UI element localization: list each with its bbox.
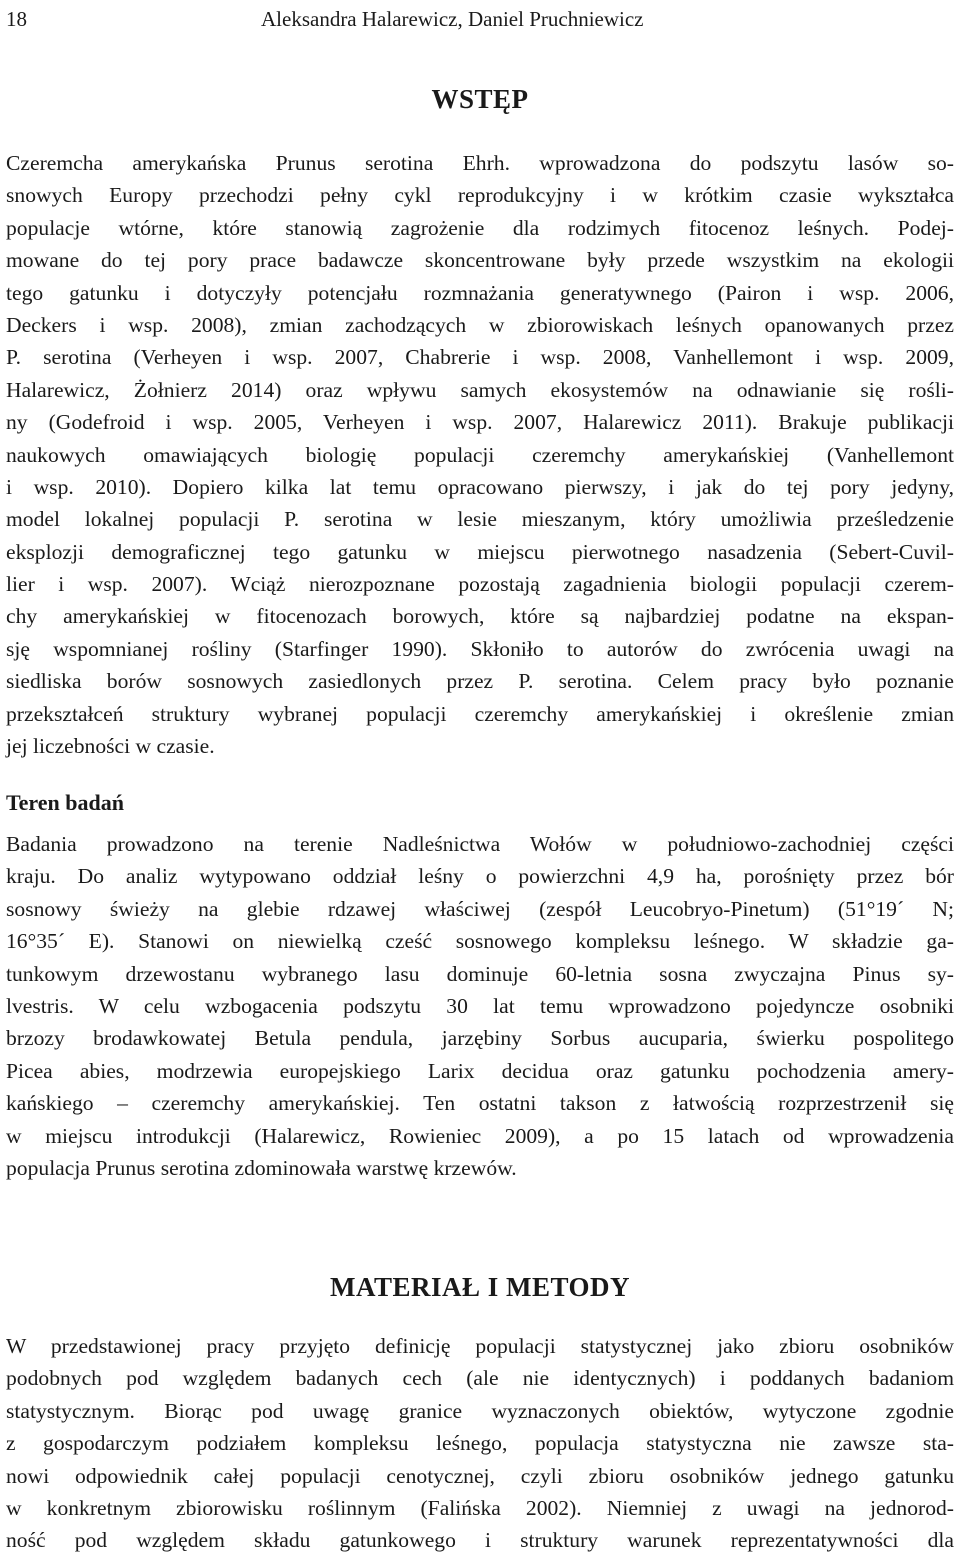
text-line: brzozy brodawkowatej Betula pendula, jarzębiny Sorbus aucuparia, świerku pospolitego <box>6 1026 954 1051</box>
text-line: naukowych omawiających biologię populacji czeremchy amerykańskiej (Vanhellemont <box>6 442 954 467</box>
running-header-authors: Aleksandra Halarewicz, Daniel Pruchniewicz <box>261 7 644 31</box>
text-line: populacja Prunus serotina zdominowała warstwę krzewów. <box>6 1155 517 1180</box>
text-line: 16°35´ E). Stanowi on niewielką cześć sosnowego kompleksu leśnego. W składzie ga- <box>6 929 954 954</box>
text-line: sję wspomnianej rośliny (Starfinger 1990). Skłoniło to autorów do zwrócenia uwagi na <box>6 636 954 661</box>
section-title-methods: MATERIAŁ I METODY <box>329 1272 631 1303</box>
text-line: P. serotina (Verheyen i wsp. 2007, Chabrerie i wsp. 2008, Vanhellemont i wsp. 2009, <box>6 345 954 370</box>
text-line: chy amerykańskiej w fitocenozach borowych, które są najbardziej podatne na ekspan- <box>6 604 954 629</box>
text-line: ność pod względem składu gatunkowego i struktury warunek reprezentatywności dla <box>6 1528 954 1553</box>
text-line: mowane do tej pory prace badawcze skoncentrowane były przede wszystkim na ekologii <box>6 248 954 273</box>
study-area-paragraph <box>6 828 954 1184</box>
text-line: podobnych pod względem badanych cech (ale nie identycznych) i poddanych badaniom <box>6 1366 954 1391</box>
section-title-intro: WSTĘP <box>431 84 529 115</box>
text-line: nowi odpowiednik całej populacji cenotycznej, czyli zbioru osobników jednego gatunku <box>6 1463 954 1488</box>
text-line: sosnowy świeży na glebie rdzawej właściwej (zespół Leucobryo-Pinetum) (51°19´ N; <box>6 896 954 921</box>
text-line: w miejscu introdukcji (Halarewicz, Rowieniec 2009), a po 15 latach od wprowadzenia <box>6 1123 954 1148</box>
text-line: i wsp. 2010). Dopiero kilka lat temu opracowano pierwszy, i jak do tej pory jedyny, <box>6 474 954 499</box>
running-header <box>6 4 954 34</box>
page-number: 18 <box>6 7 27 31</box>
intro-paragraph <box>6 147 954 762</box>
text-line: kańskiego – czeremchy amerykańskiej. Ten ostatni takson z łatwością rozprzestrzenił się <box>6 1091 954 1116</box>
text-line: populacje wtórne, które stanowią zagrożenie dla rodzimych fitocenoz leśnych. Podej- <box>6 215 954 240</box>
subheading-study-area: Teren badań <box>6 790 124 815</box>
text-line: przekształceń struktury wybranej populacji czeremchy amerykańskiej i określenie zmian <box>6 701 954 726</box>
text-line: kraju. Do analiz wytypowano oddział leśny o powierzchni 4,9 ha, porośnięty przez bór <box>6 864 954 889</box>
text-line: lier i wsp. 2007). Wciąż nierozpoznane pozostają zagadnienia biologii populacji czerem- <box>6 572 954 597</box>
text-line: lvestris. W celu wzbogacenia podszytu 30 lat temu wprowadzono pojedyncze osobniki <box>6 993 954 1018</box>
text-line: Picea abies, modrzewia europejskiego Larix decidua oraz gatunku pochodzenia amery- <box>6 1058 954 1083</box>
text-line: w konkretnym zbiorowisku roślinnym (Falińska 2002). Niemniej z uwagi na jednorod- <box>6 1495 954 1520</box>
text-line: siedliska borów sosnowych zasiedlonych przez P. serotina. Celem pracy było poznanie <box>6 669 954 694</box>
methods-paragraph <box>6 1330 954 1557</box>
text-line: tunkowym drzewostanu wybranego lasu dominuje 60-letnia sosna zwyczajna Pinus sy- <box>6 961 954 986</box>
text-line: Halarewicz, Żołnierz 2014) oraz wpływu samych ekosystemów na odnawianie się rośli- <box>6 377 954 402</box>
text-line: snowych Europy przechodzi pełny cykl reprodukcyjny i w krótkim czasie wykształca <box>6 183 954 208</box>
text-line: ny (Godefroid i wsp. 2005, Verheyen i wsp. 2007, Halarewicz 2011). Brakuje publikacji <box>6 410 954 435</box>
text-line: statystycznym. Biorąc pod uwagę granice wyznaczonych obiektów, wytyczone zgodnie <box>6 1398 954 1423</box>
text-line: Badania prowadzono na terenie Nadleśnictwa Wołów w południowo-zachodniej części <box>6 832 954 856</box>
text-line: tego gatunku i dotyczyły potencjału rozmnażania generatywnego (Pairon i wsp. 2006, <box>6 280 954 305</box>
text-line: model lokalnej populacji P. serotina w lesie mieszanym, który umożliwia prześledzenie <box>6 507 954 532</box>
text-line: eksplozji demograficznej tego gatunku w miejscu pierwotnego nasadzenia (Sebert-Cuvil- <box>6 539 954 564</box>
text-line: W przedstawionej pracy przyjęto definicję populacji statystycznej jako zbioru osobników <box>6 1334 954 1358</box>
text-line: z gospodarczym podziałem kompleksu leśnego, populacja statystyczna nie zawsze sta- <box>6 1431 954 1456</box>
text-line: jej liczebności w czasie. <box>6 734 215 759</box>
text-line: Deckers i wsp. 2008), zmian zachodzących w zbiorowiskach leśnych opanowanych przez <box>6 312 954 337</box>
text-line: Czeremcha amerykańska Prunus serotina Ehrh. wprowadzona do podszytu lasów so- <box>6 151 954 175</box>
